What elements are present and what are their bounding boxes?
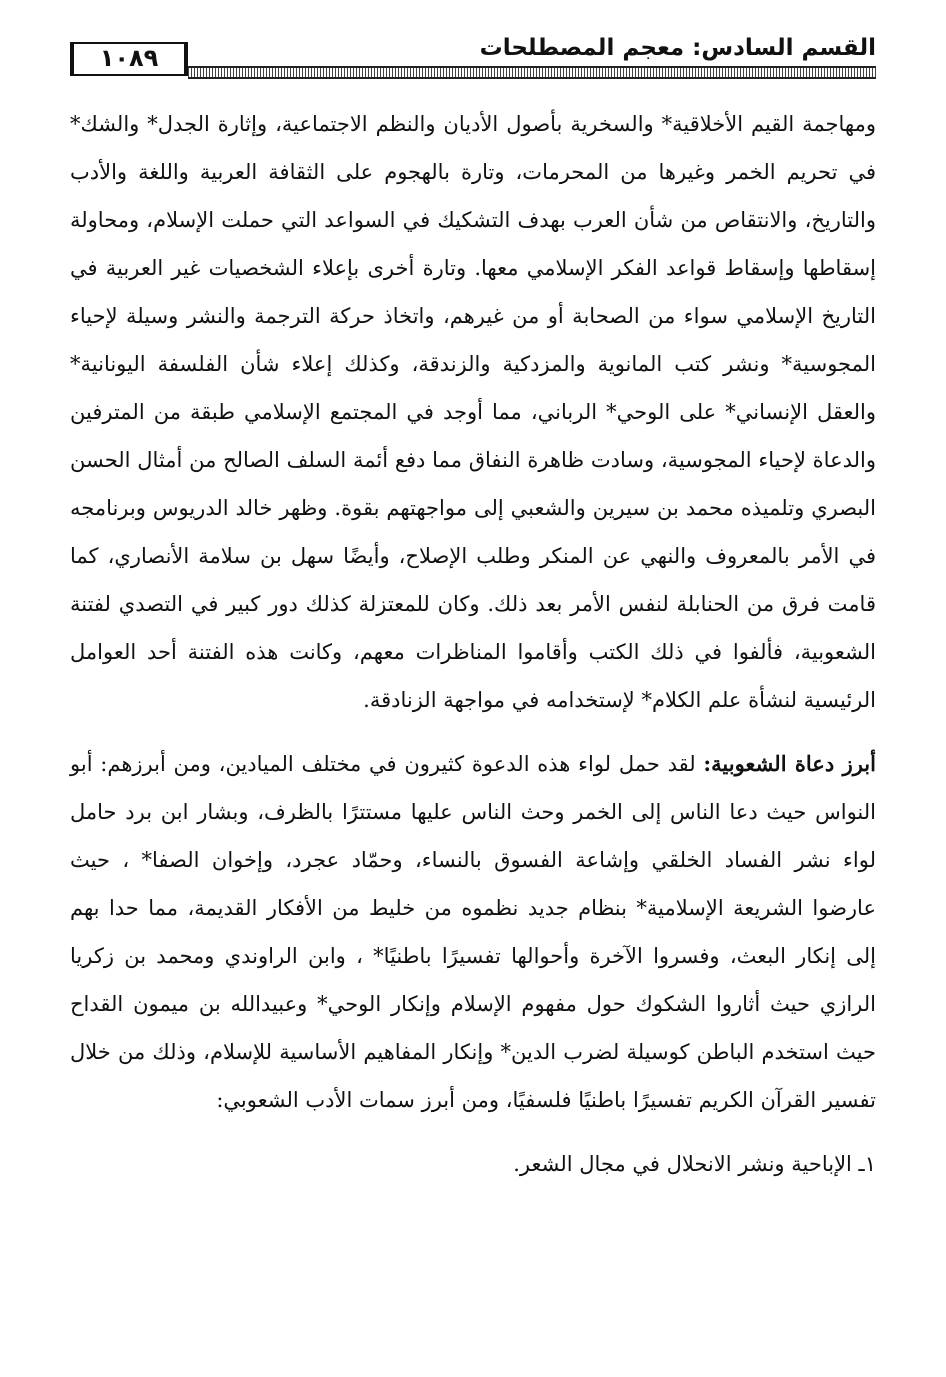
- section-text: لقد حمل لواء هذه الدعوة كثيرون في مختلف الميادين، ومن أبرزهم: أبو النواس حيث دعا الناس إلى الخمر وحث الناس عليها مستترًا بالظرف، وبشار ابن برد حامل لواء نشر الفساد الخلقي وإشاعة الفسوق بالنساء، وحمّاد عجرد، وإخوان الصفا* ، حيث عارضوا الشريعة الإسلامية* بنظام جديد نظموه من خليط من الأفكار القديمة، مما حدا بهم إلى إنكار البعث، وفسروا الآخرة وأحوالها تفسيرًا باطنيًا* ، وابن الراوندي ومحمد بن زكريا الرازي حيث أثاروا الشكوك حول مفهوم الإسلام وإنكار الوحي* وعبيدالله بن ميمون القداح حيث استخدم الباطن كوسيلة لضرب الدين* وإنكار المفاهيم الأساسية للإسلام، وذلك من خلال تفسير القرآن الكريم تفسيرًا باطنيًا فلسفيًا، ومن أبرز سمات الأدب الشعوبي:: [70, 752, 876, 1112]
- section-heading: أبرز دعاة الشعوبية:: [703, 751, 876, 776]
- section-title: القسم السادس: معجم المصطلحات: [479, 35, 876, 61]
- page-number: ١٠٨٩: [70, 42, 188, 76]
- body-paragraph: [70, 740, 876, 1124]
- body-paragraph: ومهاجمة القيم الأخلاقية* والسخرية بأصول الأديان والنظم الاجتماعية، وإثارة الجدل* والشك* في تحريم الخمر وغيرها من المحرمات، وتارة بالهجوم على الثقافة العربية واللغة والأدب والتاريخ، والانتقاص من شأن العرب بهدف التشكيك في السواعد التي حملت الإسلام، ومحاولة إسقاطها وإسقاط قواعد الفكر الإسلامي معها. وتارة أخرى بإعلاء الشخصيات غير العربية في التاريخ الإسلامي سواء من الصحابة أو من غيرهم، واتخاذ حركة الترجمة والنشر وسيلة لإحياء المجوسية* ونشر كتب المانوية والمزدكية والزندقة، وكذلك إعلاء شأن الفلسفة اليونانية* والعقل الإنساني* على الوحي* الرباني، مما أوجد في المجتمع الإسلامي طبقة من المترفين والدعاة لإحياء المجوسية، وسادت ظاهرة النفاق مما دفع أئمة السلف الصالح من أمثال الحسن البصري وتلميذه محمد بن سيرين والشعبي إلى مواجهتهم بقوة. وظهر خالد الدريوس وبرنامجه في الأمر بالمعروف والنهي عن المنكر وطلب الإصلاح، وأيضًا سهل بن سلامة الأنصاري، كما قامت فرق من الحنابلة لنفس الأمر بعد ذلك. وكان للمعتزلة كذلك دور كبير في التصدي لفتنة الشعوبية، فألفوا في ذلك الكتب وأقاموا المناظرات معهم، وكانت هذه الفتنة أحد العوامل الرئيسية لنشأة علم الكلام* لإستخدامه في مواجهة الزنادقة.: [70, 112, 876, 712]
- page-body: [70, 100, 876, 1188]
- page-header: [70, 32, 876, 80]
- list-item: ١ـ الإباحية ونشر الانحلال في مجال الشعر.: [513, 1152, 876, 1176]
- header-rule: [188, 66, 876, 79]
